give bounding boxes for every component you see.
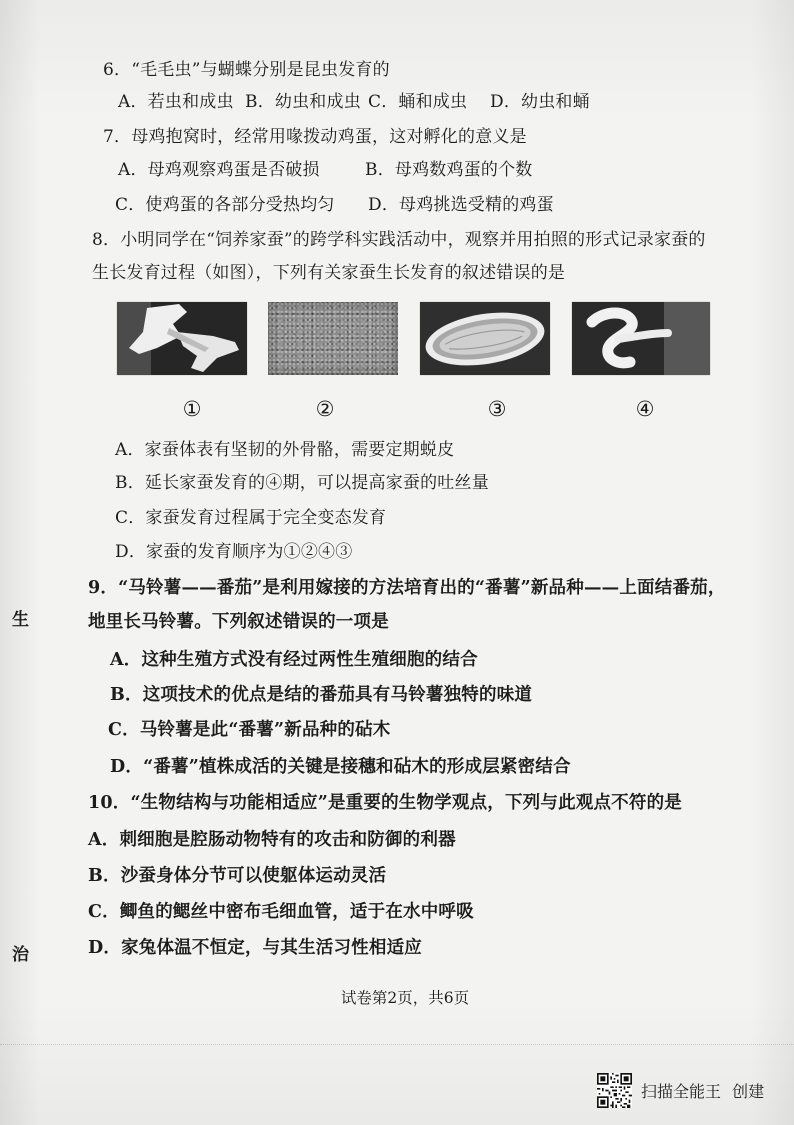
figure-panel-1 [117,302,247,375]
margin-mark-top: 生 [12,610,29,630]
figure-label-2: ② [315,397,335,421]
q9-stem-line-1: 9．“马铃薯——番茄”是利用嫁接的方法培育出的“番薯”新品种——上面结番茄， [88,578,726,598]
figure-3-photo [420,302,550,375]
figure-label-3: ③ [487,397,507,421]
q9-option-d: D．“番薯”植株成活的关键是接穗和砧木的形成层紧密结合 [110,757,571,777]
q10-option-a: A．刺细胞是腔肠动物特有的攻击和防御的利器 [88,830,456,850]
q6-option-d: D．幼虫和蛹 [490,92,590,112]
q6-option-b: B．幼虫和成虫 [245,92,361,112]
figure-label-1: ① [182,397,202,421]
q10-option-d: D．家兔体温不恒定，与其生活习性相适应 [88,938,422,958]
margin-mark-bottom: 治 [12,945,29,965]
q8-option-d: D．家蚕的发育顺序为①②④③ [115,542,353,562]
q8-option-c: C．家蚕发育过程属于完全变态发育 [115,508,387,528]
q10-option-b: B．沙蚕身体分节可以使躯体运动灵活 [88,866,387,886]
q7-option-d: D．母鸡挑选受精的鸡蛋 [368,195,554,215]
page-footer: 试卷第2页，共6页 [340,989,470,1007]
q7-option-a: A．母鸡观察鸡蛋是否破损 [118,160,320,180]
figure-4-photo [572,302,710,375]
scan-artifact-line [0,1044,794,1045]
q6-stem: 6．“毛毛虫”与蝴蝶分别是昆虫发育的 [103,60,390,80]
q9-option-a: A．这种生殖方式没有经过两性生殖细胞的结合 [110,650,478,670]
q9-option-b: B．这项技术的优点是结的番茄具有马铃薯独特的味道 [110,685,533,705]
q8-stem-line-1: 8．小明同学在“饲养家蚕”的跨学科实践活动中，观察并用拍照的形式记录家蚕的 [92,230,706,250]
q9-option-c: C．马铃薯是此“番薯”新品种的砧木 [108,720,391,740]
scanner-watermark: 扫描全能王 创建 [641,1082,765,1101]
figure-1-photo [117,302,247,375]
q7-option-c: C．使鸡蛋的各部分受热均匀 [115,195,335,215]
q10-stem: 10．“生物结构与功能相适应”是重要的生物学观点，下列与此观点不符的是 [88,793,682,813]
q10-option-c: C．鲫鱼的鳃丝中密布毛细血管，适于在水中呼吸 [88,902,474,922]
q8-option-a: A．家蚕体表有坚韧的外骨骼，需要定期蜕皮 [115,440,455,460]
q7-option-b: B．母鸡数鸡蛋的个数 [365,160,533,180]
figure-panel-3 [420,302,550,375]
q6-option-c: C．蛹和成虫 [368,92,468,112]
qr-code [597,1073,632,1108]
q8-stem-line-2: 生长发育过程（如图），下列有关家蚕生长发育的叙述错误的是 [92,263,566,283]
figure-panel-2 [268,302,398,375]
q8-option-b: B．延长家蚕发育的④期，可以提高家蚕的吐丝量 [115,473,489,493]
photo-light-area [664,302,710,375]
figure-label-4: ④ [635,397,655,421]
q9-stem-line-2: 地里长马铃薯。下列叙述错误的一项是 [88,612,389,632]
q6-option-a: A．若虫和成虫 [118,92,234,112]
q7-stem: 7．母鸡抱窝时，经常用喙拨动鸡蛋，这对孵化的意义是 [103,127,527,147]
figure-panel-4 [572,302,710,375]
